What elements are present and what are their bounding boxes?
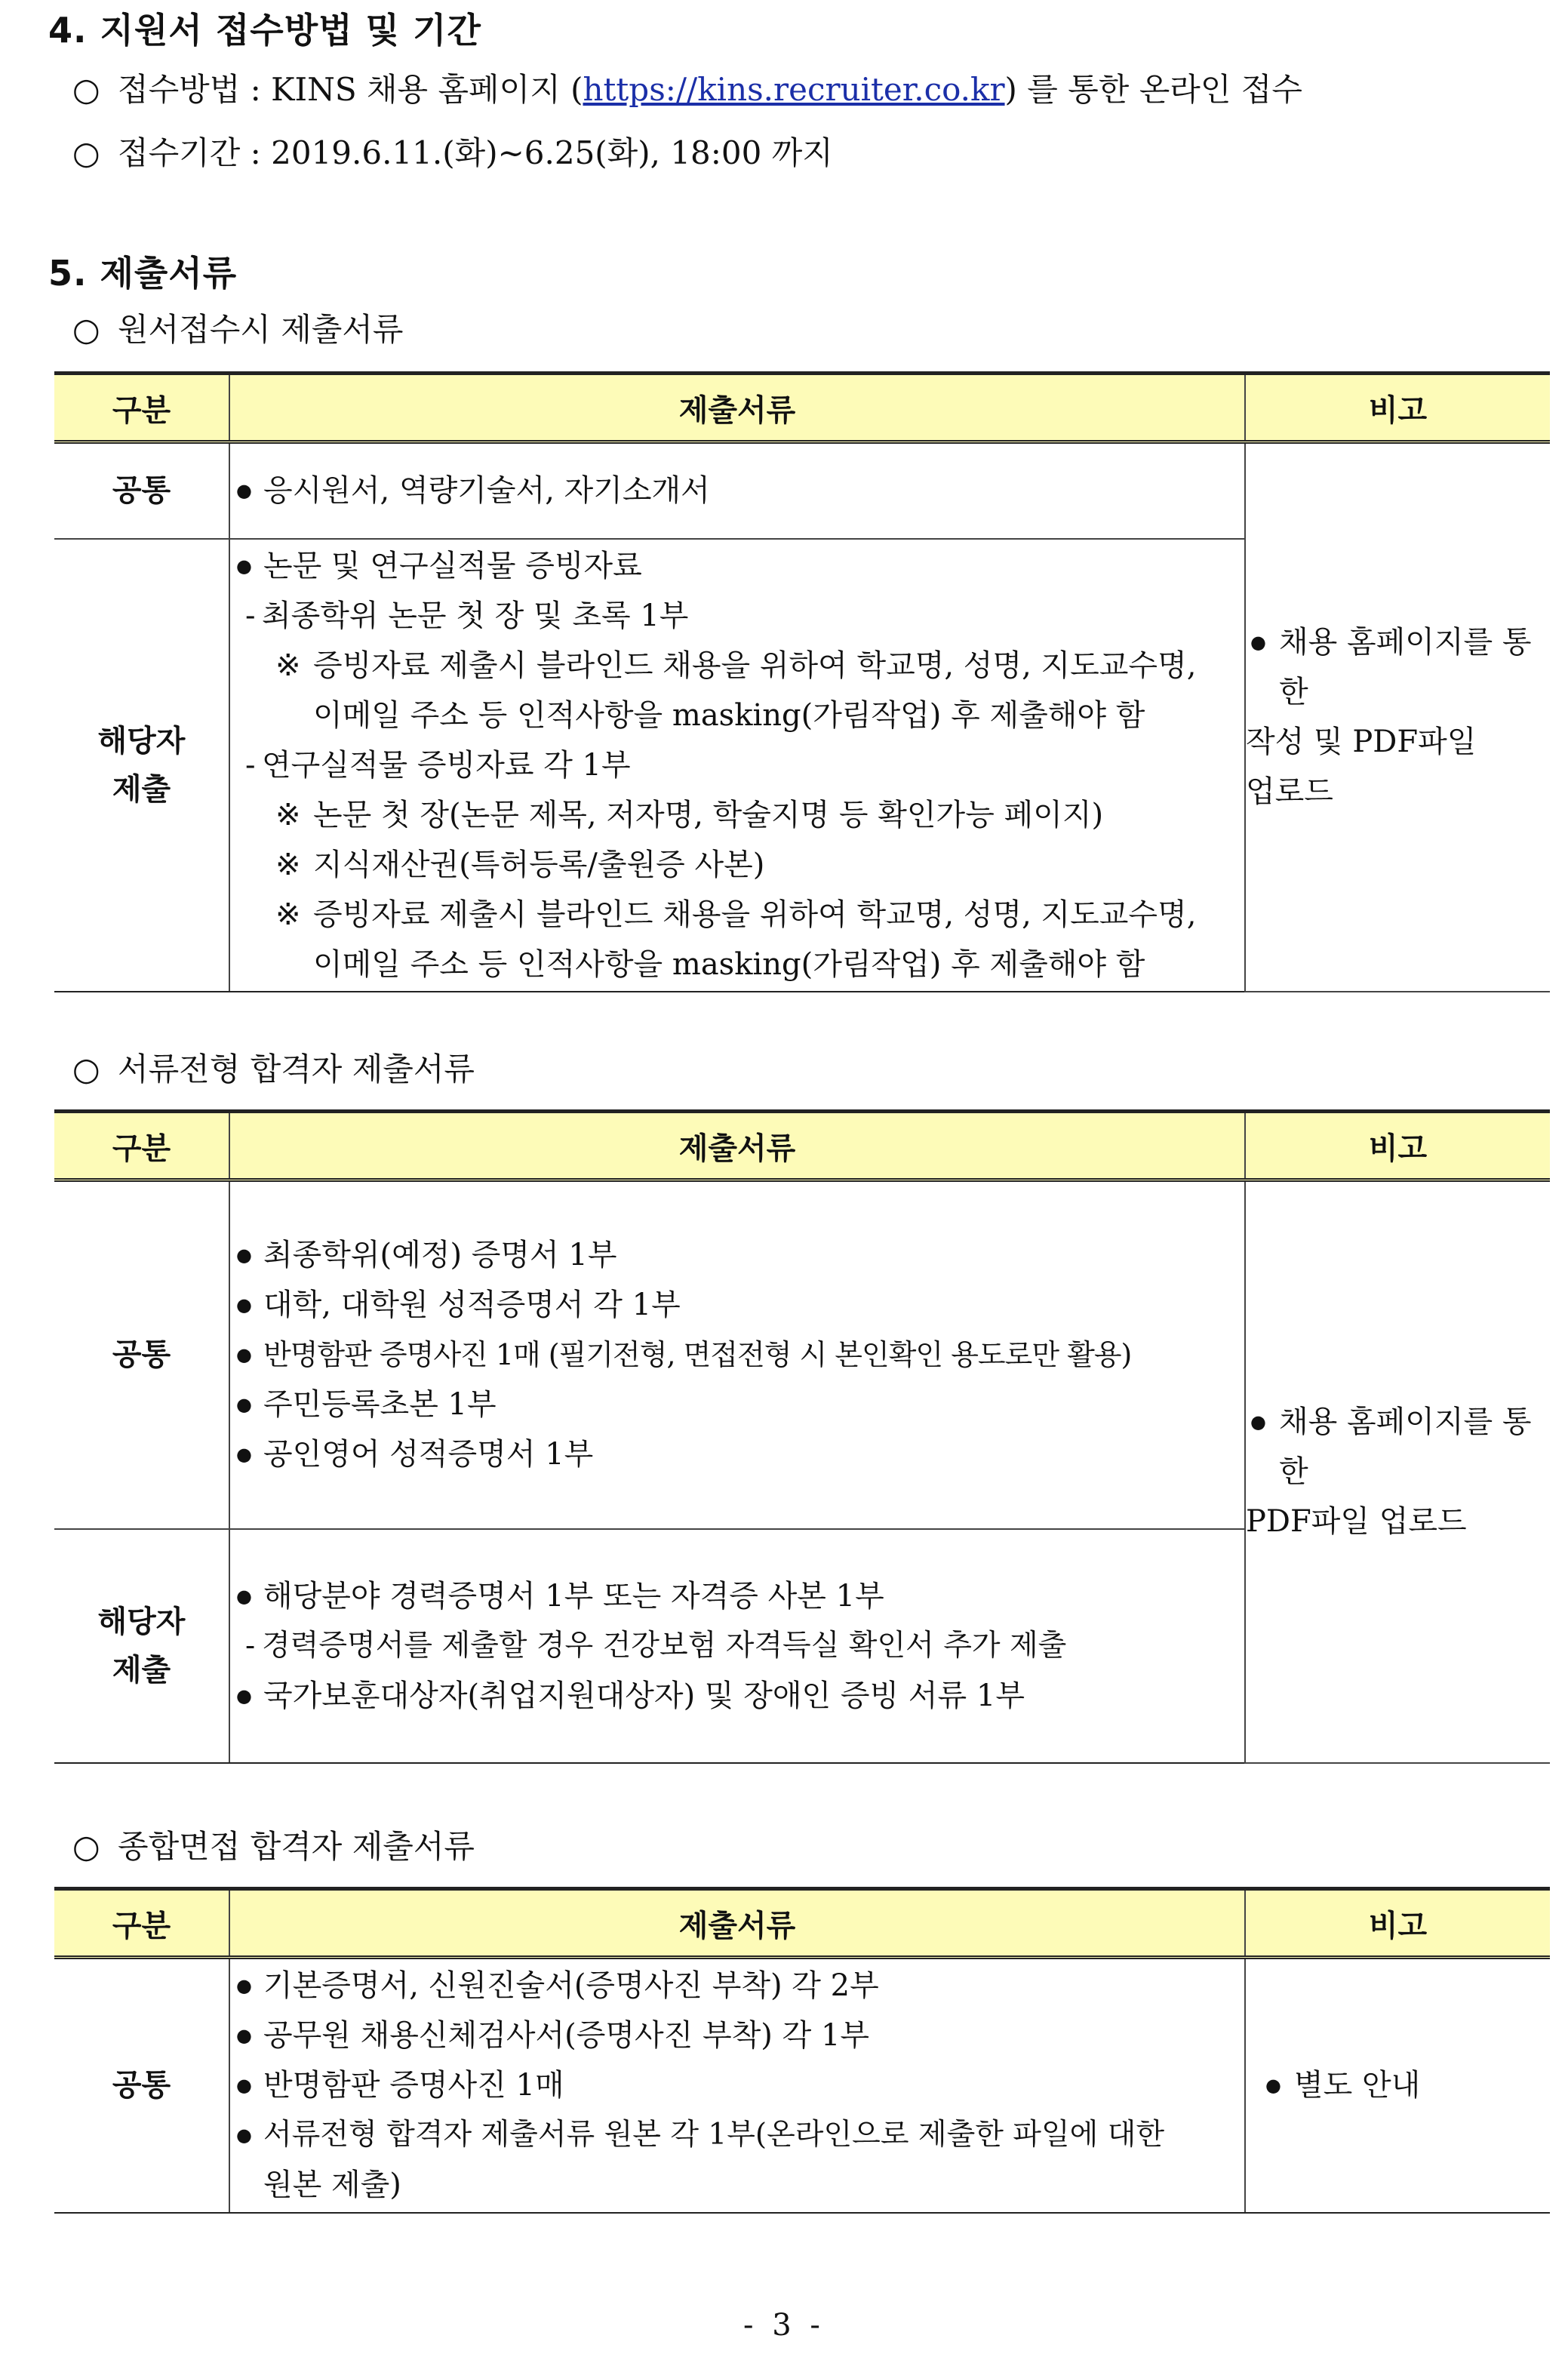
applicable-documents [229, 539, 1245, 992]
section-4-title: 4. 지원서 접수방법 및 기간 [48, 10, 481, 51]
header-category: 구분 [54, 1889, 229, 1958]
remarks-cell [1245, 1180, 1550, 1763]
page-number: - 3 - [743, 2308, 825, 2343]
list-item: ● 논문 및 연구실적물 증빙자료 [230, 541, 1244, 591]
list-item: ● 반명함판 증명사진 1매 [230, 2060, 1244, 2110]
list-item: ● 공무원 채용신체검사서(증명사진 부착) 각 1부 [230, 2011, 1244, 2060]
common-documents [229, 1958, 1245, 2213]
row-label-applicable: 해당자 제출 [54, 1529, 229, 1763]
table-application-documents [54, 371, 1550, 992]
remarks-note: ● 채용 홈페이지를 통한 PDF파일 업로드 [1246, 1397, 1550, 1546]
list-item: ● 대학, 대학원 성적증명서 각 1부 [230, 1280, 1244, 1330]
remarks-cell [1245, 442, 1550, 992]
row-label-common: 공통 [54, 1180, 229, 1529]
list-item: - 최종학위 논문 첫 장 및 초록 1부 [230, 591, 1244, 641]
list-item: ※ 증빙자료 제출시 블라인드 채용을 위하여 학교명, 성명, 지도교수명, [230, 641, 1244, 691]
list-item: ● 주민등록초본 1부 [230, 1380, 1244, 1429]
table-interview-documents [54, 1887, 1550, 2214]
table-row [54, 1958, 1550, 2213]
header-category: 구분 [54, 1112, 229, 1180]
list-item: 원본 제출) [263, 2168, 401, 2203]
recruiter-link[interactable]: https://kins.recruiter.co.kr [583, 71, 1005, 108]
header-remarks: 비고 [1245, 1112, 1550, 1180]
common-documents [229, 1180, 1245, 1529]
table-header-row [54, 374, 1550, 442]
table-row [54, 442, 1550, 539]
list-item: ● 반명함판 증명사진 1매 (필기전형, 면접전형 시 본인확인 용도로만 활용) [230, 1330, 1244, 1380]
header-remarks: 비고 [1245, 374, 1550, 442]
list-item: ● 기본증명서, 신원진술서(증명사진 부착) 각 2부 [230, 1961, 1244, 2011]
table2-heading: ○ 서류전형 합격자 제출서류 [72, 1051, 475, 1088]
table3-heading: ○ 종합면접 합격자 제출서류 [72, 1828, 475, 1865]
application-period-line: ○ 접수기간 : 2019.6.11.(화)~6.25(화), 18:00 까지 [72, 134, 833, 171]
header-documents: 제출서류 [229, 1889, 1245, 1958]
row-label-applicable: 해당자 제출 [54, 539, 229, 992]
list-item: ※ 논문 첫 장(논문 제목, 저자명, 학술지명 등 확인가능 페이지) [230, 790, 1244, 840]
header-documents: 제출서류 [229, 374, 1245, 442]
list-item: ※ 증빙자료 제출시 블라인드 채용을 위하여 학교명, 성명, 지도교수명, [230, 890, 1244, 940]
header-category: 구분 [54, 374, 229, 442]
table-row [54, 1180, 1550, 1529]
list-item: ● 해당분야 경력증명서 1부 또는 자격증 사본 1부 [230, 1571, 1244, 1621]
table1-heading: ○ 원서접수시 제출서류 [72, 311, 404, 348]
list-item: ※ 지식재산권(특허등록/출원증 사본) [230, 840, 1244, 890]
list-item: 이메일 주소 등 인적사항을 masking(가림작업) 후 제출해야 함 [313, 697, 1145, 733]
list-item: ● 응시원서, 역량기술서, 자기소개서 [230, 466, 1244, 515]
list-item: ● 공인영어 성적증명서 1부 [230, 1429, 1244, 1479]
application-method-line: ○ 접수방법 : KINS 채용 홈페이지 (https://kins.recruiter.co.kr) 를 통한 온라인 접수 [72, 71, 1302, 108]
remarks-cell [1245, 1958, 1550, 2213]
table-header-row [54, 1112, 1550, 1180]
table-header-row [54, 1889, 1550, 1958]
row-label-common: 공통 [54, 442, 229, 539]
applicable-documents [229, 1529, 1245, 1763]
remarks-note: ● 채용 홈페이지를 통한 작성 및 PDF파일 업로드 [1246, 617, 1550, 817]
section-5-title: 5. 제출서류 [48, 253, 238, 294]
list-item: ● 서류전형 합격자 제출서류 원본 각 1부(온라인으로 제출한 파일에 대한 [230, 2110, 1244, 2160]
common-documents [229, 442, 1245, 539]
list-item: ● 최종학위(예정) 증명서 1부 [230, 1230, 1244, 1280]
remarks-note: ● 별도 안내 [1261, 2060, 1550, 2110]
table-screening-documents [54, 1109, 1550, 1764]
header-remarks: 비고 [1245, 1889, 1550, 1958]
list-item: 이메일 주소 등 인적사항을 masking(가림작업) 후 제출해야 함 [313, 946, 1145, 982]
method-prefix: 접수방법 : KINS 채용 홈페이지 ( [118, 71, 583, 108]
header-documents: 제출서류 [229, 1112, 1245, 1180]
list-item: - 연구실적물 증빙자료 각 1부 [230, 740, 1244, 790]
list-item: ● 국가보훈대상자(취업지원대상자) 및 장애인 증빙 서류 1부 [230, 1671, 1244, 1721]
row-label-common: 공통 [54, 1958, 229, 2213]
method-suffix: ) 를 통한 온라인 접수 [1004, 71, 1302, 108]
list-item: - 경력증명서를 제출할 경우 건강보험 자격득실 확인서 추가 제출 [230, 1621, 1244, 1671]
